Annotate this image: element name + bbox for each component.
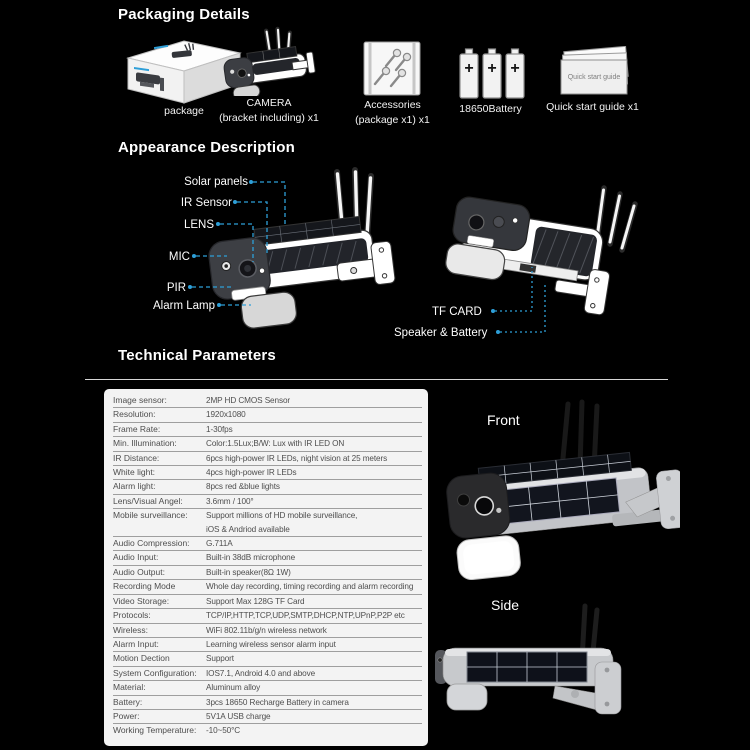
spec-value: -10~50°C (206, 726, 241, 736)
spec-label: Mobile surveillance: (113, 510, 188, 521)
spec-label: Power: (113, 710, 140, 721)
camera-product-icon (208, 26, 330, 96)
spec-table (104, 389, 428, 746)
quick-start-guide-icon (545, 46, 640, 100)
spec-label: Battery: (113, 696, 143, 707)
svg-text:+: + (464, 60, 474, 77)
spec-label: Video Storage: (113, 595, 170, 606)
spec-row (113, 681, 422, 695)
spec-label: Recording Mode (113, 581, 176, 592)
spec-row (113, 509, 422, 537)
spec-label: Material: (113, 682, 146, 693)
spec-label: Resolution: (113, 409, 156, 420)
spec-value: TCP/IP,HTTP,TCP,UDP,SMTP,DHCP,NTP,UPnP,P2P etc (206, 611, 405, 621)
spec-value: 4pcs high-power IR LEDs (206, 468, 297, 478)
spec-label: System Configuration: (113, 667, 197, 678)
spec-label: Min. Illumination: (113, 438, 177, 449)
spec-label: IR Distance: (113, 452, 160, 463)
spec-value: Color:1.5Lux;B/W: Lux with IR LED ON (206, 439, 345, 449)
appearance-label: Speaker & Battery (394, 327, 488, 339)
spec-value: Whole day recording, timing recording and alarm recording (206, 582, 414, 592)
technical-section-title: Technical Parameters (118, 347, 276, 364)
spec-row (113, 495, 422, 509)
camera-caption: CAMERA (246, 97, 292, 109)
spec-value: 5V1A USB charge (206, 711, 271, 721)
spec-label: Alarm light: (113, 481, 156, 492)
spec-value: 3.6mm / 100° (206, 496, 254, 506)
camera-front-render (430, 395, 680, 580)
spec-row (113, 480, 422, 494)
spec-label: White light: (113, 467, 156, 478)
spec-row (113, 394, 422, 408)
spec-value: 1-30fps (206, 424, 233, 434)
spec-row (113, 638, 422, 652)
spec-label: Audio Compression: (113, 538, 190, 549)
svg-text:Quick start guide: Quick start guide (567, 74, 621, 81)
camera-side-render (425, 598, 660, 723)
spec-value: 2MP HD CMOS Sensor (206, 396, 291, 405)
spec-label: Wireless: (113, 624, 148, 635)
svg-text:+: + (487, 60, 497, 77)
spec-row (113, 466, 422, 480)
camera-figure (208, 26, 330, 126)
appearance-label: LENS (183, 219, 214, 231)
section-divider (85, 379, 668, 380)
accessories-figure (350, 40, 435, 128)
spec-row (113, 624, 422, 638)
spec-row (113, 551, 422, 565)
spec-row (113, 667, 422, 681)
package-caption: package (164, 105, 204, 117)
spec-label: Image sensor: (113, 395, 167, 405)
accessories-caption: Accessories (364, 99, 421, 111)
appearance-section-title: Appearance Description (118, 139, 295, 156)
spec-row (113, 537, 422, 551)
spec-row (113, 696, 422, 710)
spec-value: 1920x1080 (206, 410, 246, 420)
spec-value: WiFi 802.11b/g/n wireless network (206, 625, 327, 635)
guide-figure (545, 46, 640, 115)
spec-row (113, 423, 422, 437)
accessories-bag-icon (350, 40, 435, 98)
spec-value: 6pcs high-power IR LEDs, night vision at 25 meters (206, 453, 388, 463)
spec-label: Motion Dection (113, 653, 170, 664)
spec-row (113, 710, 422, 724)
spec-label: Frame Rate: (113, 423, 161, 434)
battery-icon (448, 42, 533, 102)
appearance-label: Alarm Lamp (153, 300, 215, 312)
spec-value: G.711A (206, 539, 233, 549)
appearance-diagram (0, 160, 750, 355)
camera-caption-2: (bracket including) x1 (219, 112, 319, 124)
spec-row (113, 609, 422, 623)
spec-value: Built-in 38dB microphone (206, 553, 296, 563)
appearance-label: Solar panels (184, 176, 248, 188)
spec-row (113, 437, 422, 451)
spec-value: Support millions of HD mobile surveillance, iOS & Andriod available (206, 511, 358, 534)
svg-text:+: + (510, 60, 520, 77)
spec-value: Built-in speaker(8Ω 1W) (206, 567, 291, 577)
spec-label: Audio Input: (113, 552, 159, 563)
spec-row (113, 595, 422, 609)
spec-label: Working Temperature: (113, 725, 197, 736)
appearance-labels (0, 160, 750, 355)
spec-value: 8pcs red &blue lights (206, 482, 280, 492)
spec-row (113, 408, 422, 422)
spec-row (113, 452, 422, 466)
spec-row (113, 724, 422, 737)
accessories-caption-2: (package x1) x1 (355, 114, 430, 126)
spec-label: Lens/Visual Angel: (113, 495, 183, 506)
appearance-label: MIC (168, 251, 190, 263)
spec-label: Audio Output: (113, 566, 165, 577)
spec-label: Protocols: (113, 610, 151, 621)
spec-value: Learning wireless sensor alarm input (206, 639, 336, 649)
appearance-label: PIR (166, 282, 186, 294)
side-view-label: Side (491, 597, 520, 613)
battery-caption: 18650Battery (459, 103, 522, 115)
spec-value: IOS7.1, Android 4.0 and above (206, 668, 316, 678)
spec-value: Support Max 128G TF Card (206, 596, 305, 606)
spec-row (113, 580, 422, 594)
appearance-label: TF CARD (432, 306, 482, 318)
packaging-section-title: Packaging Details (118, 6, 250, 23)
guide-caption: Quick start guide x1 (546, 101, 639, 113)
spec-row (113, 652, 422, 666)
spec-label: Alarm Input: (113, 638, 159, 649)
spec-value: Support (206, 654, 234, 664)
spec-value: Aluminum alloy (206, 683, 261, 693)
front-view-label: Front (487, 412, 520, 428)
spec-value: 3pcs 18650 Recharge Battery in camera (206, 697, 349, 707)
battery-figure (448, 42, 533, 117)
spec-row (113, 566, 422, 580)
appearance-label: IR Sensor (180, 197, 232, 209)
